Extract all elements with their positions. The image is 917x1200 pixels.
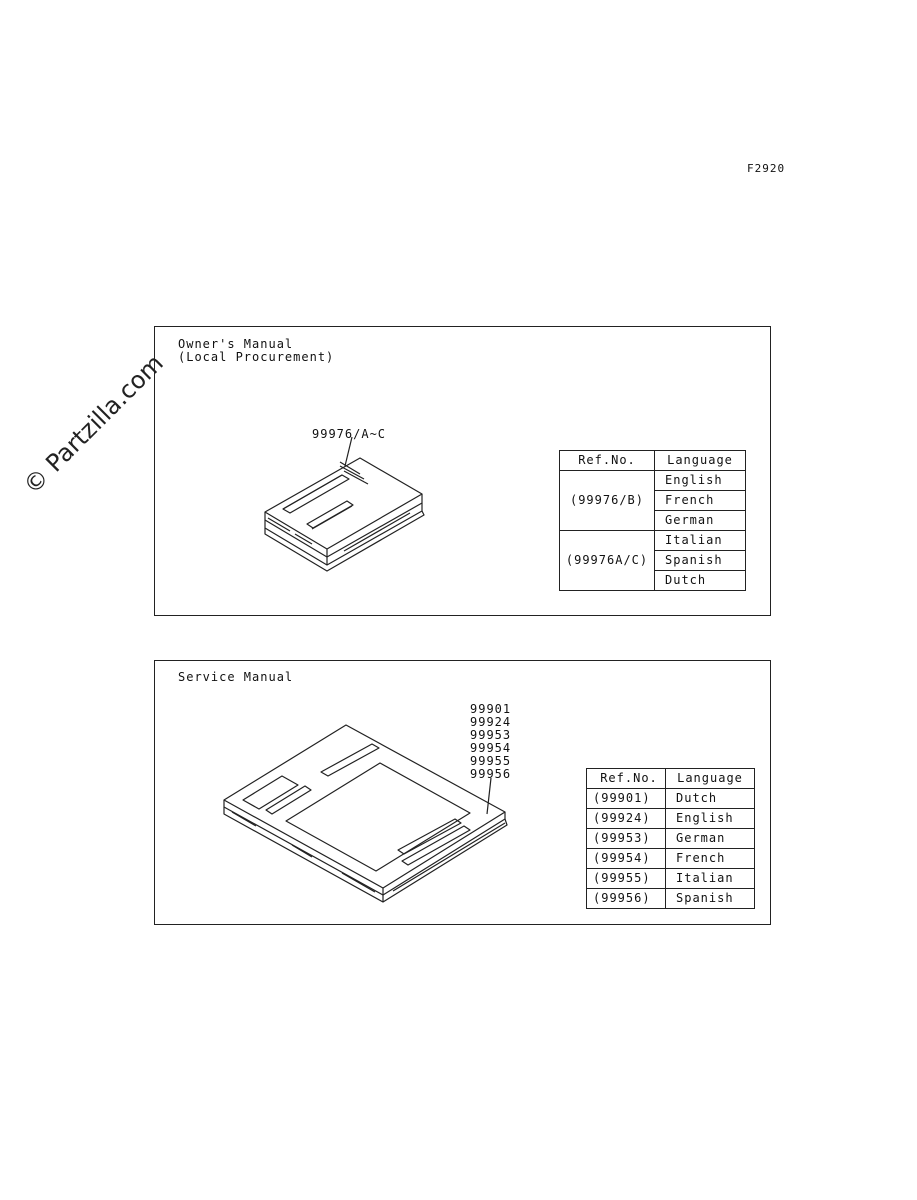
service-language: Dutch	[666, 789, 755, 809]
owners-language: German	[655, 511, 746, 531]
owners-language: Dutch	[655, 571, 746, 591]
service-language: Spanish	[666, 889, 755, 909]
service-part-callout: 99953	[470, 728, 512, 742]
service-language: German	[666, 829, 755, 849]
owners-ref-group-2: (99976A/C)	[560, 531, 655, 591]
owners-manual-book-illustration	[265, 437, 424, 571]
service-part-callout: 99956	[470, 767, 512, 781]
service-ref: (99956)	[587, 889, 666, 909]
service-header-ref: Ref.No.	[587, 769, 666, 789]
service-ref: (99955)	[587, 869, 666, 889]
owners-language: Spanish	[655, 551, 746, 571]
service-part-callout: 99924	[470, 715, 512, 729]
service-ref: (99901)	[587, 789, 666, 809]
owners-header-language: Language	[655, 451, 746, 471]
service-ref: (99953)	[587, 829, 666, 849]
service-language: English	[666, 809, 755, 829]
service-ref: (99924)	[587, 809, 666, 829]
watermark: © Partzilla.com	[18, 349, 169, 500]
owners-header-ref: Ref.No.	[560, 451, 655, 471]
owners-part-callout: 99976/A~C	[312, 427, 387, 441]
service-header-language: Language	[666, 769, 755, 789]
owners-language: English	[655, 471, 746, 491]
service-part-callout: 99901	[470, 702, 512, 716]
figure-code: F2920	[747, 162, 786, 175]
service-part-callout: 99954	[470, 741, 512, 755]
owners-manual-title: Owner's Manual	[178, 337, 294, 351]
service-language: Italian	[666, 869, 755, 889]
owners-language: Italian	[655, 531, 746, 551]
service-ref: (99954)	[587, 849, 666, 869]
service-language: French	[666, 849, 755, 869]
owners-ref-group-1: (99976/B)	[560, 471, 655, 531]
service-manual-title: Service Manual	[178, 670, 294, 684]
service-manual-book-illustration	[224, 725, 507, 902]
service-part-callout: 99955	[470, 754, 512, 768]
owners-language: French	[655, 491, 746, 511]
owners-manual-subtitle: (Local Procurement)	[178, 350, 335, 364]
